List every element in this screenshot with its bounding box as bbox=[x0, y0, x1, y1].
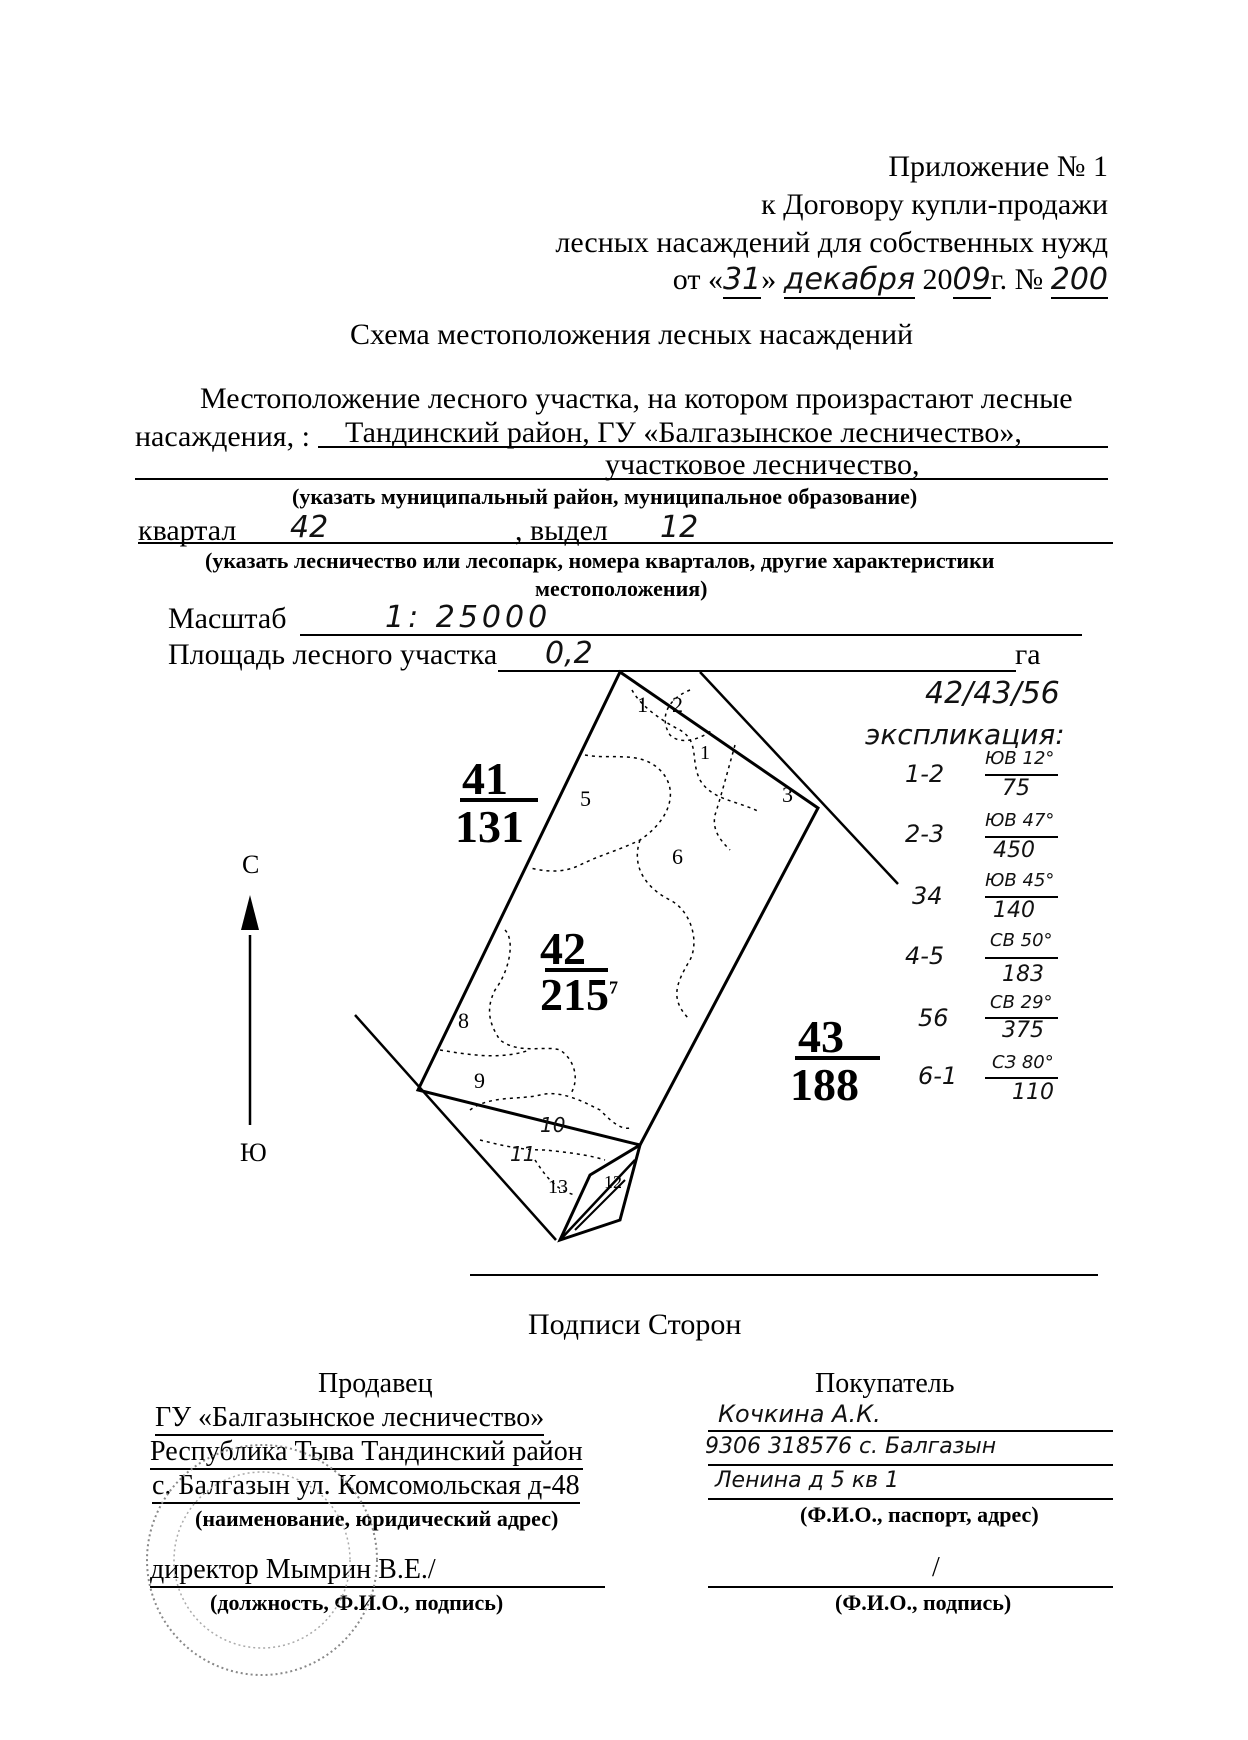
area-label: Площадь лесного участка bbox=[168, 638, 498, 671]
date-suffix: г. № bbox=[990, 263, 1044, 296]
explication-length: 75 bbox=[1002, 776, 1030, 801]
seller-line1: ГУ «Балгазынское лесничество» bbox=[155, 1402, 544, 1436]
buyer-separator: / bbox=[932, 1552, 940, 1583]
north-label: С bbox=[242, 850, 260, 879]
plot-label: 9 bbox=[474, 1068, 485, 1093]
date-year: 09 bbox=[952, 262, 991, 297]
plot-label: 1 bbox=[700, 742, 710, 764]
plot-label: 13 bbox=[548, 1176, 568, 1198]
date-mid: » bbox=[761, 263, 777, 296]
buyer-label: Покупатель bbox=[815, 1368, 955, 1399]
date-prefix: от « bbox=[672, 263, 724, 296]
explication-segment: 2-3 bbox=[905, 820, 945, 848]
explication-segment: 56 bbox=[918, 1004, 949, 1032]
seller-hint1: (наименование, юридический адрес) bbox=[195, 1506, 559, 1531]
plot-label: 10 bbox=[540, 1113, 566, 1137]
quarter-43-number: 43 bbox=[798, 1011, 844, 1062]
south-label: Ю bbox=[240, 1138, 267, 1167]
signatures-title: Подписи Сторон bbox=[528, 1308, 742, 1341]
plot-label: 12 bbox=[604, 1172, 622, 1192]
explication-segment: 6-1 bbox=[918, 1062, 958, 1090]
buyer-hint1: (Ф.И.О., паспорт, адрес) bbox=[800, 1502, 1039, 1527]
header-line1: Приложение № 1 bbox=[888, 150, 1108, 183]
date-year-prefix: 20 bbox=[922, 263, 953, 296]
location-hint1: (указать муниципальный район, муниципальное образование) bbox=[292, 484, 918, 509]
explication-length: 450 bbox=[993, 838, 1035, 863]
seal-outer-ring bbox=[147, 1445, 377, 1675]
explication-bearing: ЮВ 47° bbox=[985, 810, 1055, 831]
location-intro-label: насаждения, : bbox=[135, 420, 310, 453]
buyer-line1: Кочкина А.К. bbox=[718, 1400, 881, 1428]
seller-line4: директор Мымрин В.Е./ bbox=[150, 1554, 436, 1585]
quarter-42-area-value: 215 bbox=[540, 969, 609, 1020]
seller-line3: с. Балгазын ул. Комсомольская д-48 bbox=[152, 1470, 580, 1504]
buyer-hint2: (Ф.И.О., подпись) bbox=[835, 1590, 1012, 1615]
explication-length: 375 bbox=[1002, 1018, 1044, 1043]
explication-length: 110 bbox=[1012, 1080, 1054, 1105]
doc-number: 200 bbox=[1050, 262, 1108, 297]
quarter-41-number: 41 bbox=[462, 753, 508, 804]
seal-inner-ring bbox=[174, 1472, 350, 1648]
scale-value: 1: 25000 bbox=[385, 600, 552, 635]
explication-bearing: СВ 29° bbox=[990, 992, 1053, 1013]
explication-segment: 34 bbox=[912, 882, 943, 910]
explication-title: экспликация: bbox=[865, 718, 1065, 751]
seller-line2: Республика Тыва Тандинский район bbox=[150, 1436, 583, 1470]
vydel-value: 12 bbox=[660, 510, 699, 545]
explication-bearing: СЗ 80° bbox=[992, 1052, 1054, 1073]
quarter-41-area: 131 bbox=[455, 801, 524, 852]
location-hint2-line2: местоположения) bbox=[535, 576, 708, 601]
location-value-line2: участковое лесничество, bbox=[605, 448, 920, 481]
plot-label: 11 bbox=[510, 1142, 536, 1166]
plot-label: 1 bbox=[637, 692, 648, 717]
location-intro-line1: Местоположение лесного участка, на котором произрастают лесные bbox=[200, 382, 1073, 415]
plot-label: 5 bbox=[580, 786, 591, 811]
vydel-label: , выдел bbox=[515, 514, 608, 547]
seller-label: Продавец bbox=[318, 1368, 433, 1399]
buyer-line2: 9306 318576 с. Балгазын bbox=[705, 1434, 997, 1459]
location-value-line1: Тандинский район, ГУ «Балгазынское лесничество», bbox=[345, 416, 1022, 449]
plot-label: 3 bbox=[782, 782, 793, 807]
plot-label: 2 bbox=[672, 692, 683, 717]
explication-length: 140 bbox=[993, 898, 1035, 923]
explication-bearing: СВ 50° bbox=[990, 930, 1053, 951]
location-hint2-line1: (указать лесничество или лесопарк, номера кварталов, другие характеристики bbox=[205, 548, 995, 573]
buyer-line3: Ленина д 5 кв 1 bbox=[715, 1468, 900, 1493]
area-unit: га bbox=[1015, 638, 1041, 671]
quarter-43-area: 188 bbox=[790, 1059, 859, 1110]
area-value: 0,2 bbox=[545, 636, 593, 671]
scale-label: Масштаб bbox=[168, 602, 287, 635]
seller-hint2: (должность, Ф.И.О., подпись) bbox=[210, 1590, 504, 1615]
header-line3: лесных насаждений для собственных нужд bbox=[555, 226, 1108, 259]
plot-label: 8 bbox=[458, 1008, 469, 1033]
quarter-42-number: 42 bbox=[540, 923, 586, 974]
kvartal-value: 42 bbox=[290, 510, 329, 545]
explication-segment: 4-5 bbox=[905, 942, 945, 970]
kvartal-label: квартал bbox=[138, 514, 237, 547]
explication-segment: 1-2 bbox=[905, 760, 945, 788]
map-header-note: 42/43/56 bbox=[925, 676, 1060, 711]
plot-label: 6 bbox=[672, 844, 683, 869]
header-line2: к Договору купли-продажи bbox=[761, 188, 1108, 221]
date-day: 31 bbox=[723, 262, 762, 297]
explication-bearing: ЮВ 45° bbox=[985, 870, 1055, 891]
explication-length: 183 bbox=[1002, 962, 1044, 987]
quarter-42-area-sup: 7 bbox=[609, 977, 618, 998]
document-title: Схема местоположения лесных насаждений bbox=[350, 318, 914, 351]
date-month: декабря bbox=[783, 262, 915, 297]
explication-bearing: ЮВ 12° bbox=[985, 748, 1055, 769]
